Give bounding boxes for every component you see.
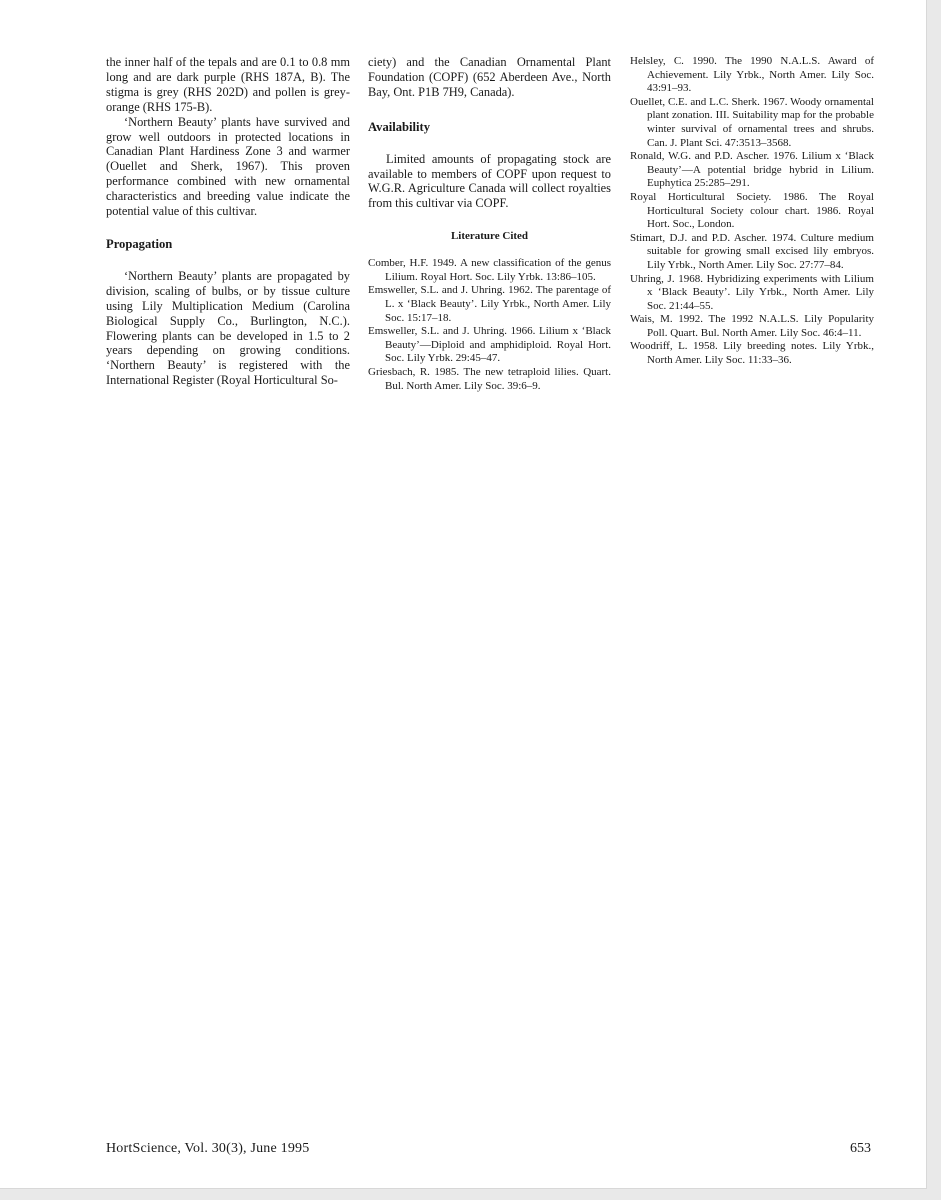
literature-cited-heading: Literature Cited — [450, 230, 529, 243]
reference-entry: Ronald, W.G. and P.D. Ascher. 1976. Lilium x ‘Black Beauty’—A potential bridge hybrid in Lilium. Euphytica 25:285–291. — [630, 150, 874, 190]
body-paragraph: the inner half of the tepals and are 0.1 to 0.8 mm long and are dark purple (RHS 187A, B). The stigma is grey (RHS 202D) and pollen is grey-orange (RHS 175-B). — [106, 55, 350, 114]
reference-entry: Comber, H.F. 1949. A new classification of the genus Lilium. Royal Hort. Soc. Lily Yrbk. 13:86–105. — [368, 257, 611, 283]
body-paragraph: ‘Northern Beauty’ plants have survived and grow well outdoors in protected locations in Canadian Plant Hardiness Zone 3 and warmer (Ouellet and Sherk, 1967). This proven performance combined with new ornamental characteristics and breeding value indicate the potential value of this cultivar. — [106, 114, 350, 219]
reference-entry: Griesbach, R. 1985. The new tetraploid lilies. Quart. Bul. North Amer. Lily Soc. 39:6–9. — [368, 365, 611, 392]
page-number: 653 — [850, 1141, 871, 1156]
reference-column-right — [630, 55, 874, 368]
reference-entry: Ouellet, C.E. and L.C. Sherk. 1967. Woody ornamental plant zonation. III. Suitability map for the probable winter survival of ornamental trees and shrubs. Can. J. Plant Sci. 47:3513–3568. — [630, 95, 874, 149]
reference-entry: Emsweller, S.L. and J. Uhring. 1966. Lilium x ‘Black Beauty’—Diploid and amphidiploid. Royal Hort. Soc. Lily Yrbk. 29:45–47. — [368, 325, 611, 365]
body-paragraph: ‘Northern Beauty’ plants are propagated by division, scaling of bulbs, or by tissue culture using Lily Multiplication Medium (Carolina Biological Supply Co., Burlington, N.C.). Flowering plants can be developed in 1.5 to 2 years depending on growing conditions. ‘Northern Beauty’ is registered with the International Register (Royal Horticultural So- — [106, 268, 350, 388]
section-heading-propagation: Propagation — [106, 236, 173, 251]
reference-entry: Wais, M. 1992. The 1992 N.A.L.S. Lily Popularity Poll. Quart. Bul. North Amer. Lily Soc. 46:4–11. — [630, 313, 874, 339]
reference-entry: Royal Horticultural Society. 1986. The Royal Horticultural Society colour chart. 1986. Royal Hort. Soc., London. — [630, 190, 874, 231]
text-column-middle — [368, 55, 611, 393]
reference-entry: Uhring, J. 1968. Hybridizing experiments with Lilium x ‘Black Beauty’. Lily Yrbk., North Amer. Lily Soc. 21:44–55. — [630, 272, 874, 312]
journal-footer: HortScience, Vol. 30(3), June 1995 — [106, 1141, 310, 1156]
reference-entry: Emsweller, S.L. and J. Uhring. 1962. The parentage of L. x ‘Black Beauty’. Lily Yrbk., North Amer. Lily Soc. 15:17–18. — [368, 284, 611, 324]
reference-entry: Stimart, D.J. and P.D. Ascher. 1974. Culture medium suitable for growing small excised lily embryos. Lily Yrbk., North Amer. Lily Soc. 27:77–84. — [630, 231, 874, 271]
text-column-left — [106, 55, 350, 388]
section-heading-availability: Availability — [368, 119, 431, 134]
reference-entry: Helsley, C. 1990. The 1990 N.A.L.S. Award of Achievement. Lily Yrbk., North Amer. Lily Soc. 43:91–93. — [630, 55, 874, 95]
body-paragraph: ciety) and the Canadian Ornamental Plant Foundation (COPF) (652 Aberdeen Ave., North Bay, Ont. P1B 7H9, Canada). — [368, 55, 611, 99]
reference-entry: Woodriff, L. 1958. Lily breeding notes. Lily Yrbk., North Amer. Lily Soc. 11:33–36. — [630, 340, 874, 367]
body-paragraph: Limited amounts of propagating stock are available to members of COPF upon request to W.G.R. Agriculture Canada will collect royalties from this cultivar via COPF. — [368, 151, 611, 211]
